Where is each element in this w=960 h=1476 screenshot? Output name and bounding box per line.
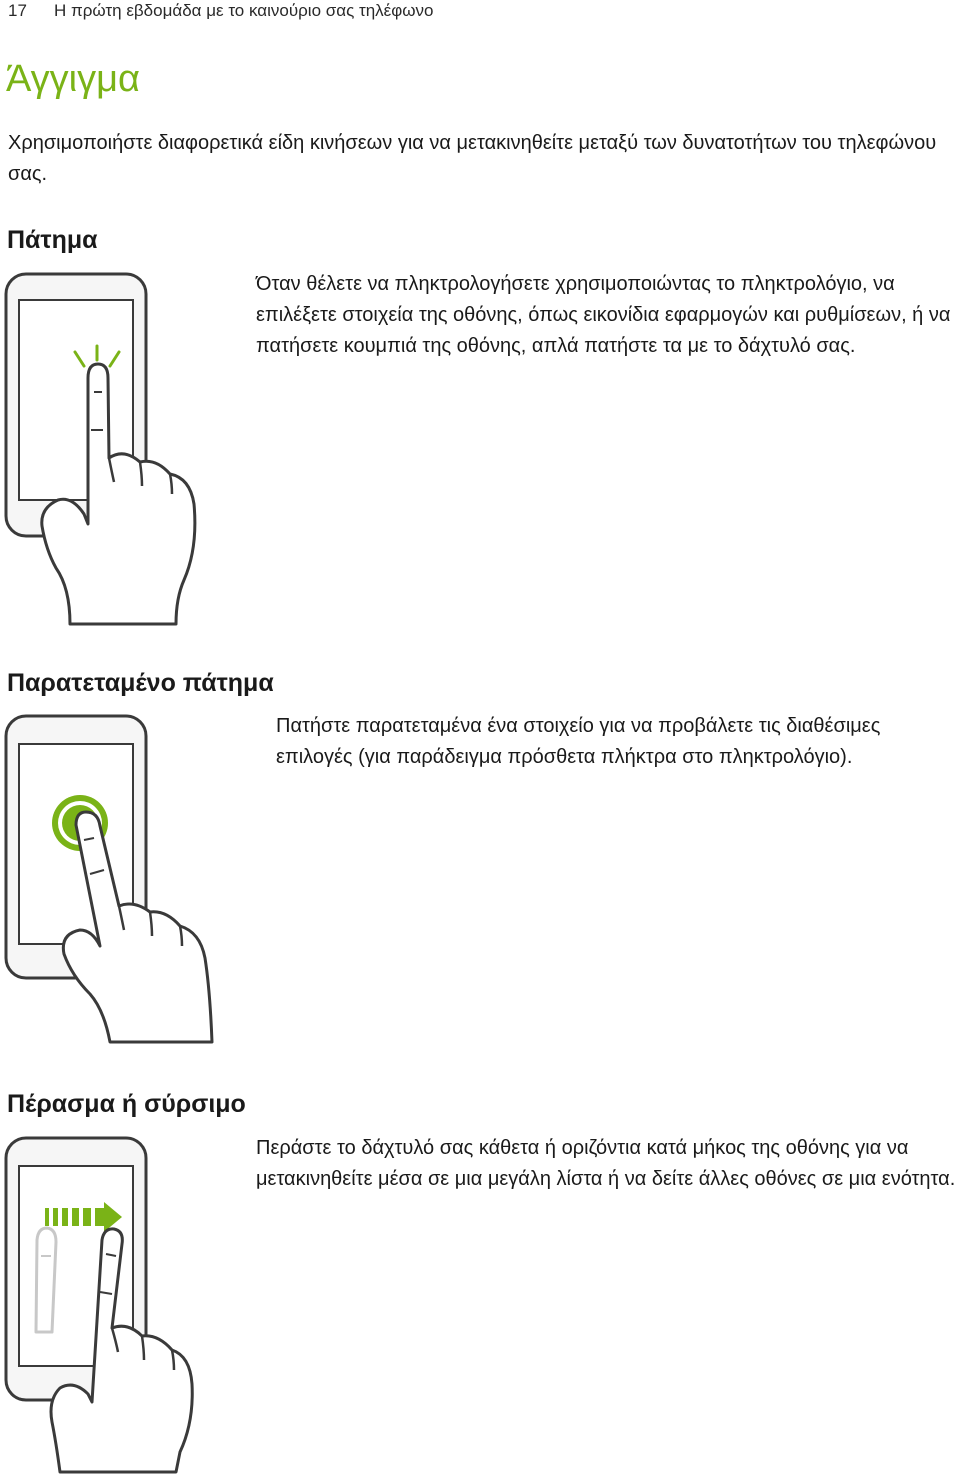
section-text-swipe: Περάστε το δάχτυλό σας κάθετα ή οριζόντια κατά μήκος της οθόνης για να μετακινηθείτε μέσα σε μια μεγάλη λίστα ή να δείτε άλλες οθόνες σε μια ενότητα. (256, 1137, 956, 1190)
chapter-title: Η πρώτη εβδομάδα με το καινούριο σας τηλέφωνο (54, 1, 434, 20)
swipe-gesture-icon (0, 1132, 230, 1476)
long-press-gesture-icon (0, 710, 230, 1050)
section-text-tap: Όταν θέλετε να πληκτρολογήσετε χρησιμοποιώντας το πληκτρολόγιο, να επιλέξετε στοιχεία της οθόνης, όπως εικονίδια εφαρμογών και ρυθμίσεων, ή να πατήσετε κουμπιά της οθόνης, απλά πατήστε τα με το δάχτυλό σας. (256, 273, 951, 357)
intro-paragraph: Χρησιμοποιήστε διαφορετικά είδη κινήσεων για να μετακινηθείτε μεταξύ των δυνατοτήτων του τηλεφώνου σας. (8, 132, 937, 185)
section-heading-long-press: Παρατεταμένο πάτημα (7, 669, 274, 697)
tap-gesture-icon (0, 268, 230, 638)
page-header (8, 1, 434, 21)
page-number: 17 (8, 1, 27, 20)
page-title: Άγγιγμα (6, 58, 140, 100)
section-text-long-press: Πατήστε παρατεταμένα ένα στοιχείο για να προβάλετε τις διαθέσιμες επιλογές (για παράδειγμα πρόσθετα πλήκτρα στο πληκτρολόγιο). (276, 715, 881, 768)
section-heading-tap: Πάτημα (7, 226, 98, 254)
section-heading-swipe: Πέρασμα ή σύρσιμο (7, 1090, 246, 1118)
